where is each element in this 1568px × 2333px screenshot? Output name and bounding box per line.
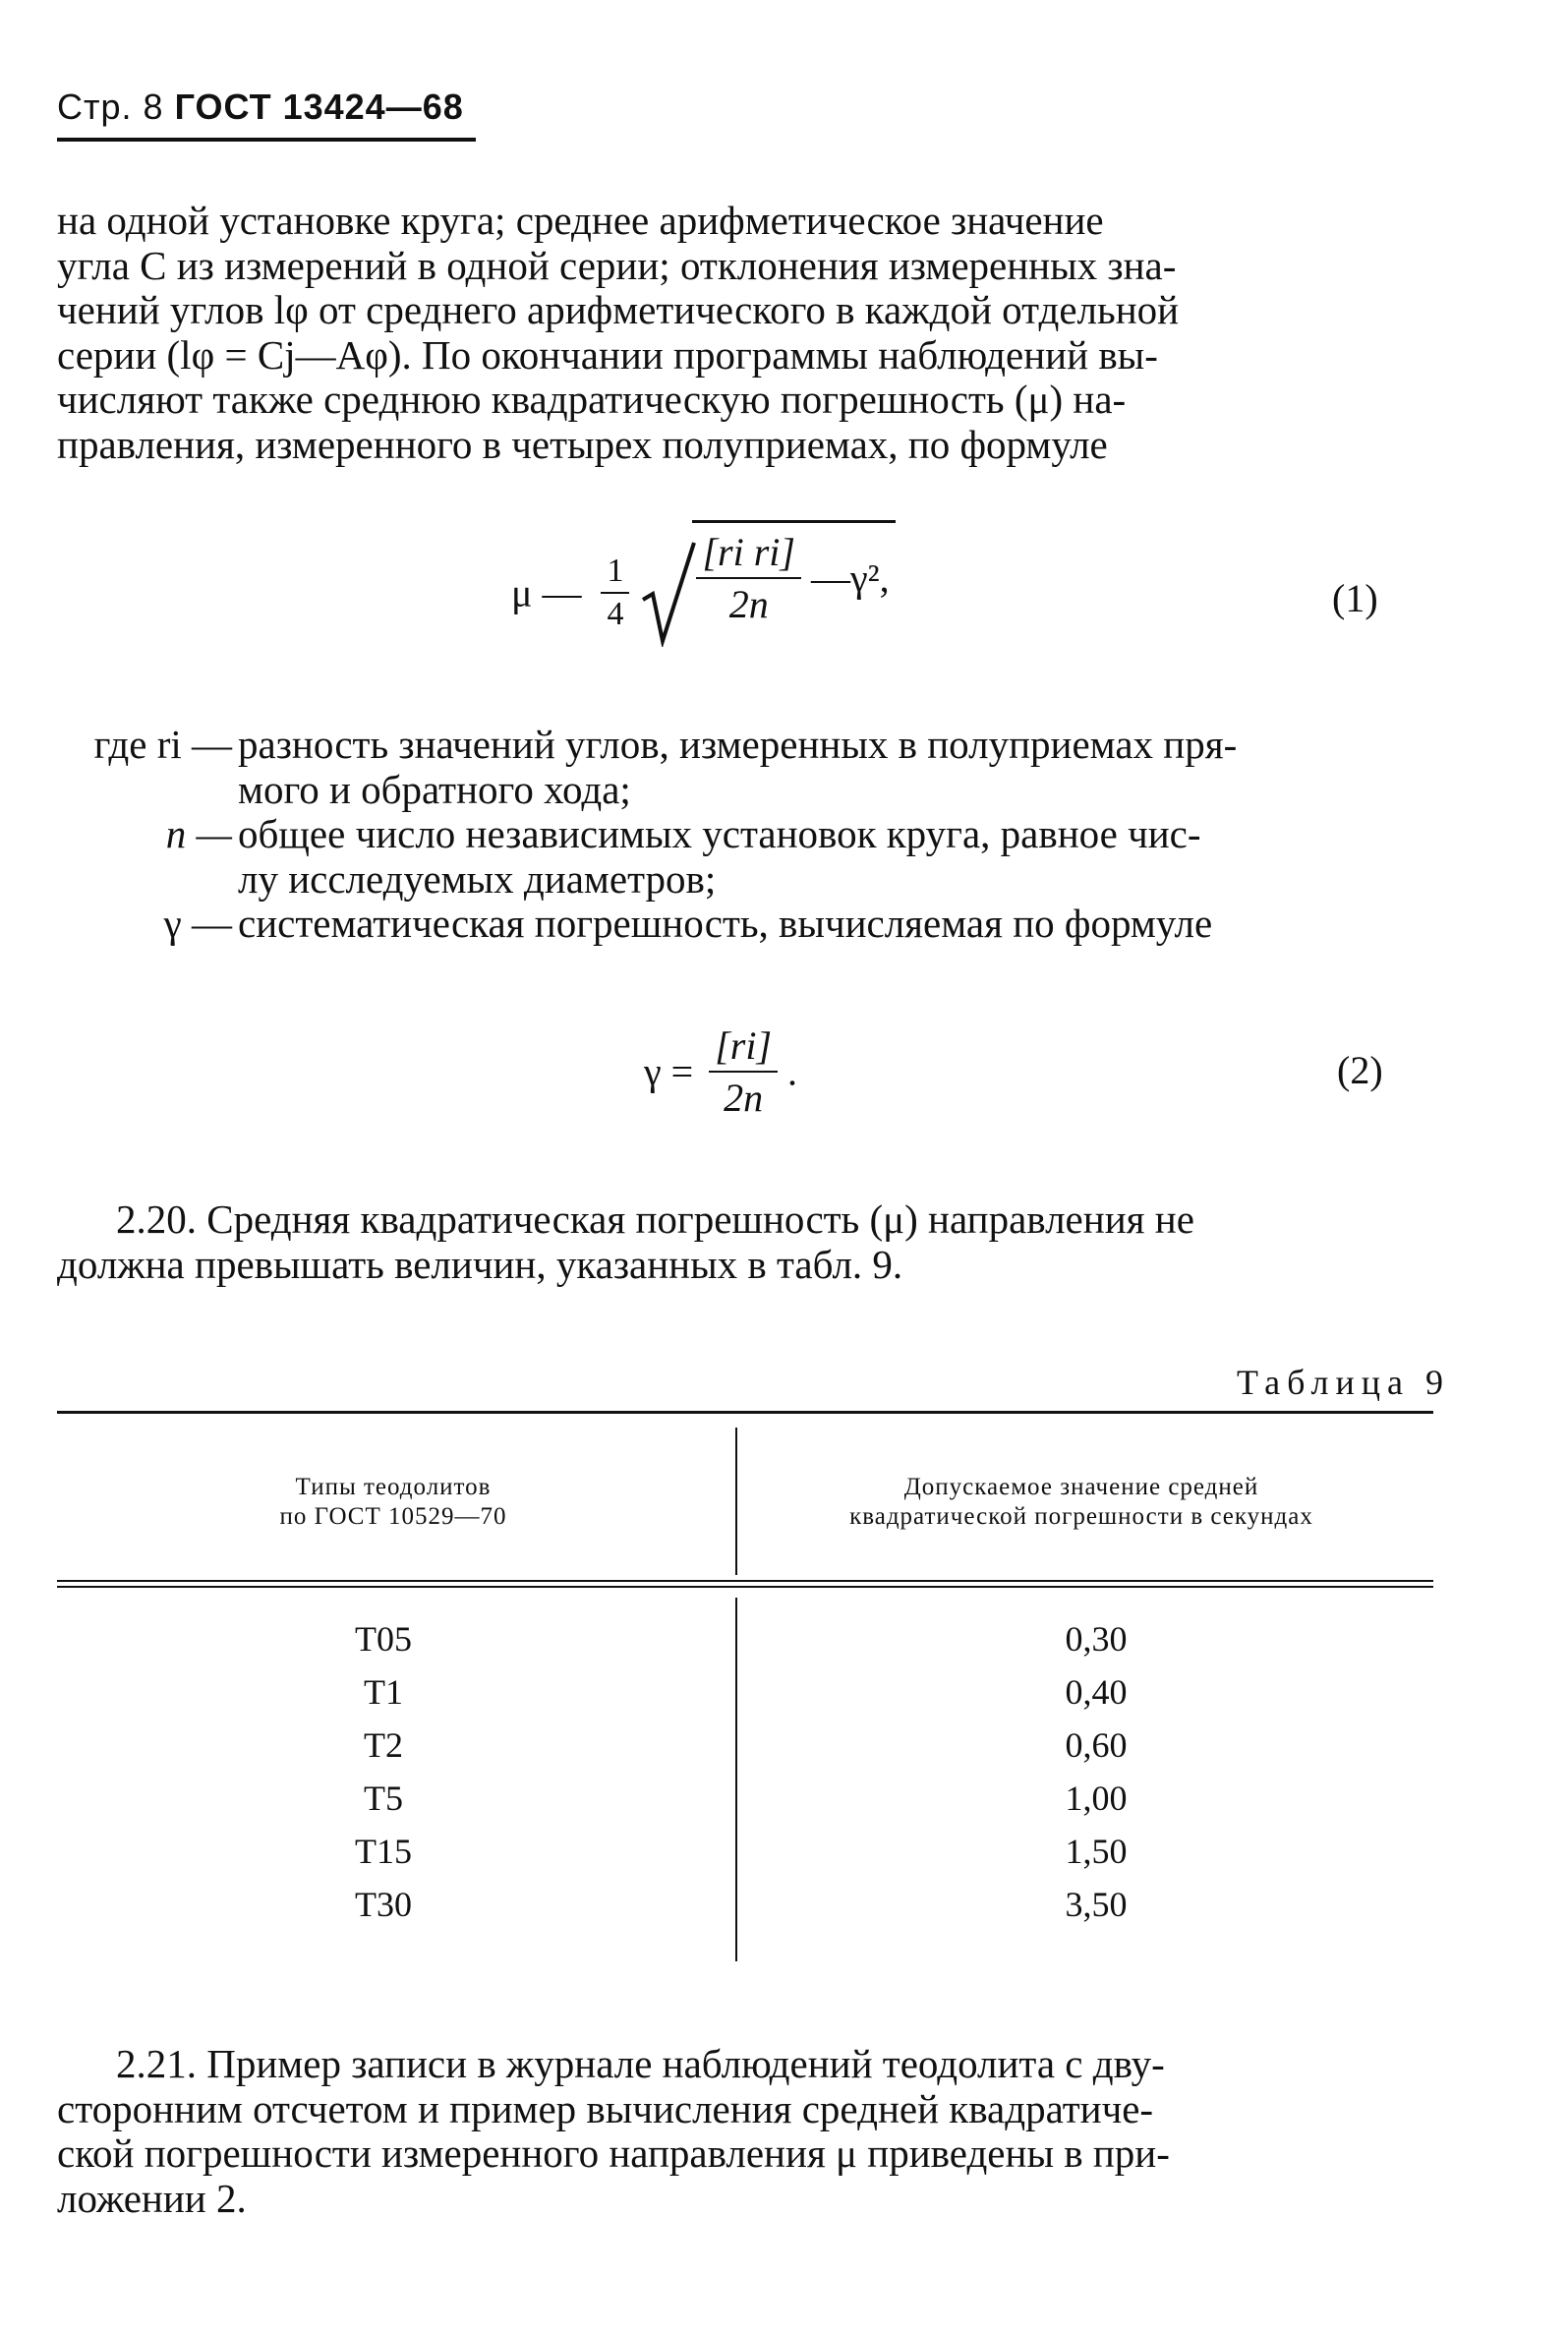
intro-paragraph [57, 199, 1433, 467]
table-cell: 0,60 [1065, 1725, 1128, 1765]
table-column-values [983, 1612, 1209, 1931]
text-line: чений углов lφ от среднего арифметического в каждой отдельной [57, 287, 1180, 332]
definition-text [232, 723, 1433, 812]
definition-text [232, 902, 1433, 947]
definition-gamma [57, 902, 1433, 947]
header-line: по ГОСТ 10529—70 [279, 1503, 507, 1530]
table-cell: 0,30 [1065, 1619, 1128, 1659]
table-header-rule [57, 1580, 1433, 1582]
table-header-types [118, 1473, 668, 1532]
definition-ri [57, 723, 1433, 812]
formula-lhs: μ — [511, 570, 582, 615]
text-line: лу исследуемых диаметров; [238, 855, 717, 902]
formula-tail: . [787, 1049, 798, 1094]
text-line: числяют также среднюю квадратическую погрешность (μ) на- [57, 377, 1127, 422]
text-line: должна превышать величин, указанных в табл. 9. [57, 1241, 903, 1287]
text-line: угла C из измерений в одной серии; отклонения измеренных зна- [57, 242, 1177, 288]
header-line: Типы теодолитов [295, 1474, 492, 1500]
fraction-denominator: 4 [607, 596, 624, 632]
table-header-rule [57, 1586, 1433, 1588]
definition-n [57, 812, 1433, 902]
table-cell: Т05 [355, 1619, 412, 1659]
table-column-divider [735, 1598, 737, 1961]
fraction-numerator: [ri ri] [702, 529, 795, 574]
table-cell: Т15 [355, 1832, 412, 1871]
table-cell: 3,50 [1065, 1885, 1128, 1924]
fraction-numerator: [ri] [715, 1023, 773, 1068]
table-cell: Т30 [355, 1885, 412, 1924]
text-line: систематическая погрешность, вычисляемая по формуле [238, 901, 1213, 946]
definition-term: где ri — [93, 722, 232, 767]
coefficient-fraction [601, 553, 629, 633]
formula-1 [511, 529, 896, 647]
table-cell: 0,40 [1065, 1672, 1128, 1712]
formula-fraction [709, 1022, 778, 1121]
formula-lhs: γ = [644, 1049, 694, 1094]
formula-2-number: (2) [1337, 1048, 1383, 1092]
definition-text [232, 812, 1433, 902]
text-line: 2.21. Пример записи в журнале наблюдений теодолита с дву- [116, 2041, 1165, 2086]
table-header-values [767, 1473, 1396, 1532]
text-line: на одной установке круга; среднее арифметическое значение [57, 198, 1104, 243]
radicand [692, 520, 895, 627]
text-line: правления, измеренного в четырех полуприемах, по формуле [57, 421, 1108, 467]
table-cell: Т2 [364, 1725, 403, 1765]
table-cell: 1,00 [1065, 1779, 1128, 1818]
table-top-rule [57, 1411, 1433, 1414]
text-line: серии (lφ = Cj—Aφ). По окончании программы наблюдений вы- [57, 331, 1158, 378]
text-line: мого и обратного хода; [238, 766, 631, 812]
table-cell: Т1 [364, 1672, 403, 1712]
definitions-list [57, 723, 1433, 947]
header-line: Допускаемое значение средней [903, 1474, 1259, 1500]
formula-1-number: (1) [1332, 576, 1378, 620]
formula-2 [644, 1022, 797, 1121]
table-cell: Т5 [364, 1779, 403, 1818]
standard-title: ГОСТ 13424—68 [174, 87, 464, 127]
text-line: ложении 2. [57, 2175, 247, 2221]
text-line: общее число независимых установок круга, равное чис- [238, 811, 1201, 856]
table-cell: 1,50 [1065, 1832, 1128, 1871]
radical-sign [641, 539, 696, 647]
table-column-divider [735, 1428, 737, 1575]
fraction-denominator: 2n [724, 1076, 764, 1120]
paragraph-2-21 [57, 2042, 1433, 2221]
text-line: сторонним отсчетом и пример вычисления средней квадратиче- [57, 2085, 1154, 2131]
definition-term: γ — [163, 901, 232, 946]
table-caption: Таблица 9 [1237, 1363, 1450, 1402]
fraction-numerator: 1 [607, 553, 624, 589]
table-column-types [265, 1612, 501, 1931]
header-rule [57, 138, 476, 142]
formula-tail: —γ², [810, 555, 890, 600]
radicand-fraction [696, 529, 801, 627]
header-line: квадратической погрешности в секундах [849, 1503, 1313, 1530]
text-line: 2.20. Средняя квадратическая погрешность (μ) направления не [116, 1196, 1194, 1242]
paragraph-2-20 [57, 1197, 1433, 1287]
fraction-denominator: 2n [728, 581, 769, 626]
definition-term: n — [165, 811, 232, 856]
text-line: разность значений углов, измеренных в полуприемах пря- [238, 722, 1238, 767]
page-header [57, 87, 464, 128]
text-line: ской погрешности измеренного направления μ приведены в при- [57, 2130, 1170, 2176]
page-number: Стр. 8 [57, 87, 164, 127]
